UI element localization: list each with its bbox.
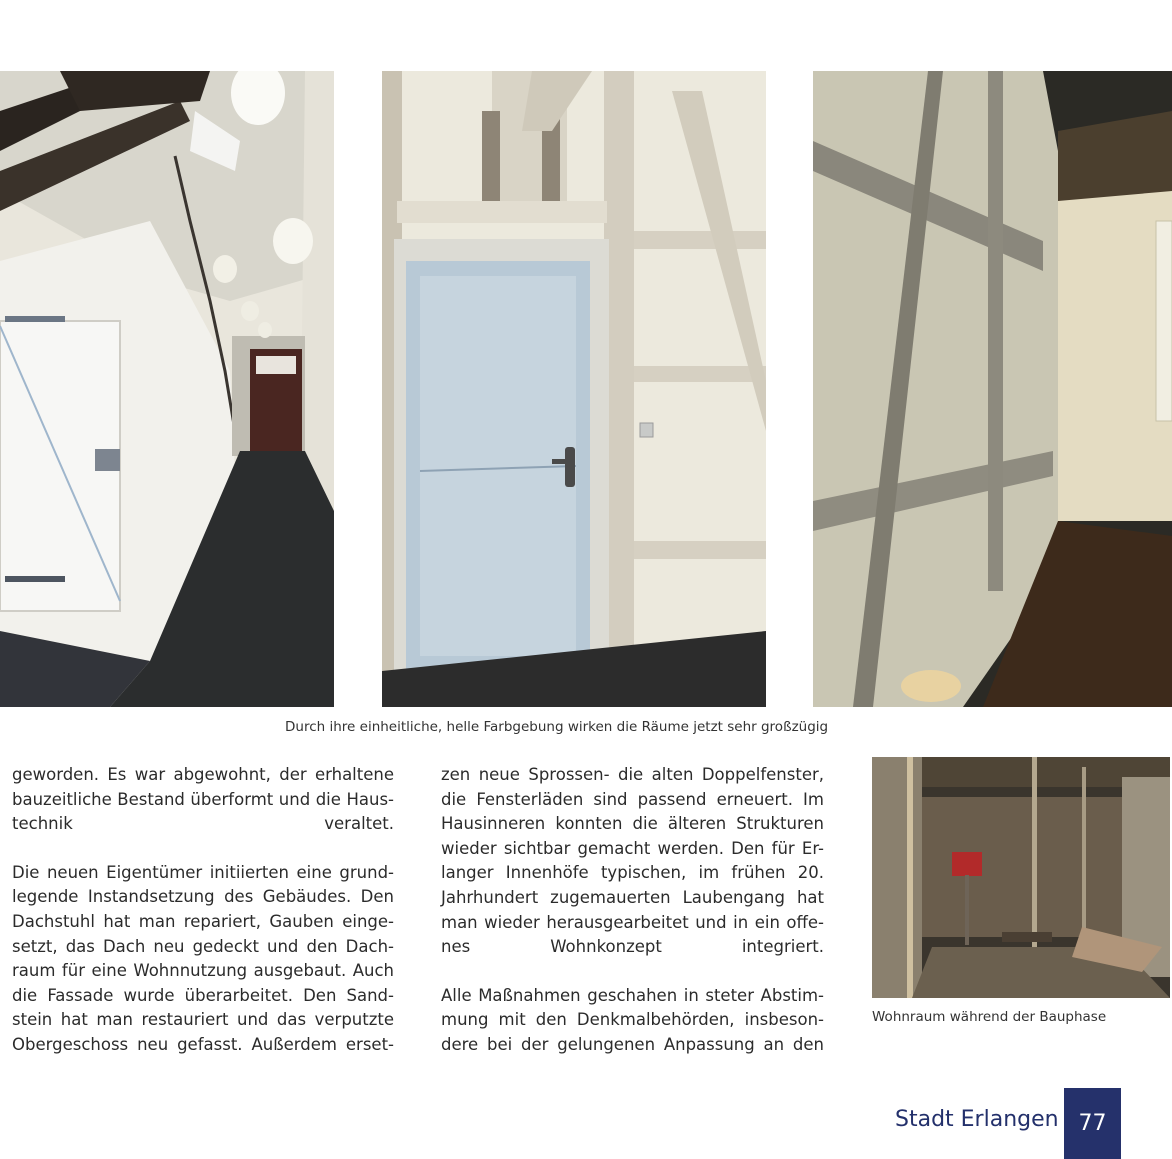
page-number: 77 — [1064, 1088, 1121, 1159]
text-column-left — [12, 763, 394, 1058]
text-line: wieder sichtbar gemacht werden. Den für Er- — [441, 838, 824, 858]
paragraph — [12, 763, 394, 837]
text-line: Jahrhundert zugemauerten Laubengang hat — [441, 887, 824, 907]
text-line: Obergeschoss neu gefasst. Außerdem erset- — [12, 1034, 394, 1054]
text-line: nes Wohnkonzept integriert. — [441, 937, 824, 957]
paragraph — [441, 984, 824, 1058]
text-line: bauzeitliche Bestand überformt und die Haus- — [12, 789, 394, 809]
text-line: raum für eine Wohnnutzung ausgebaut. Auch — [12, 961, 394, 981]
paragraph — [441, 763, 824, 960]
text-line: zen neue Sprossen- die alten Doppelfenster, — [441, 765, 824, 784]
text-line: technik veraltet. — [12, 814, 394, 834]
text-line: dere bei der gelungenen Anpassung an den — [441, 1034, 824, 1054]
photo-hallway-staircase — [0, 71, 334, 707]
text-line: Die neuen Eigentümer initiierten eine grund- — [12, 862, 394, 882]
text-line: stein hat man restauriert und das verputzte — [12, 1010, 394, 1030]
text-line: Hausinneren konnten die älteren Strukturen — [441, 814, 824, 834]
construction-caption: Wohnraum während der Bauphase — [872, 1009, 1107, 1025]
text-line: langer Innenhöfe typischen, im frühen 20. — [441, 863, 824, 883]
photo-caption: Durch ihre einheitliche, helle Farbgebung wirken die Räume jetzt sehr großzügig — [285, 719, 829, 735]
paragraph — [12, 861, 394, 1058]
text-line: geworden. Es war abgewohnt, der erhaltene — [12, 765, 394, 784]
text-line: man wieder herausgearbeitet und in ein offe- — [441, 912, 824, 932]
photo-timber-wall — [813, 71, 1172, 707]
text-line: die Fensterläden sind passend erneuert. Im — [441, 789, 824, 809]
text-line: setzt, das Dach neu gedeckt und den Dach- — [12, 936, 394, 956]
text-line: legende Instandsetzung des Gebäudes. Den — [12, 887, 394, 907]
text-line: die Fassade wurde überarbeitet. Den Sand- — [12, 985, 394, 1005]
text-column-middle — [441, 763, 824, 1058]
footer-brand: Stadt Erlangen — [895, 1107, 1059, 1132]
text-line: Dachstuhl hat man repariert, Gauben einge- — [12, 911, 394, 931]
text-line: Alle Maßnahmen geschahen in steter Abstim- — [441, 985, 824, 1005]
photo-construction-phase — [872, 757, 1170, 998]
text-line: mung mit den Denkmalbehörden, insbeson- — [441, 1010, 824, 1030]
photo-blue-door — [382, 71, 766, 707]
